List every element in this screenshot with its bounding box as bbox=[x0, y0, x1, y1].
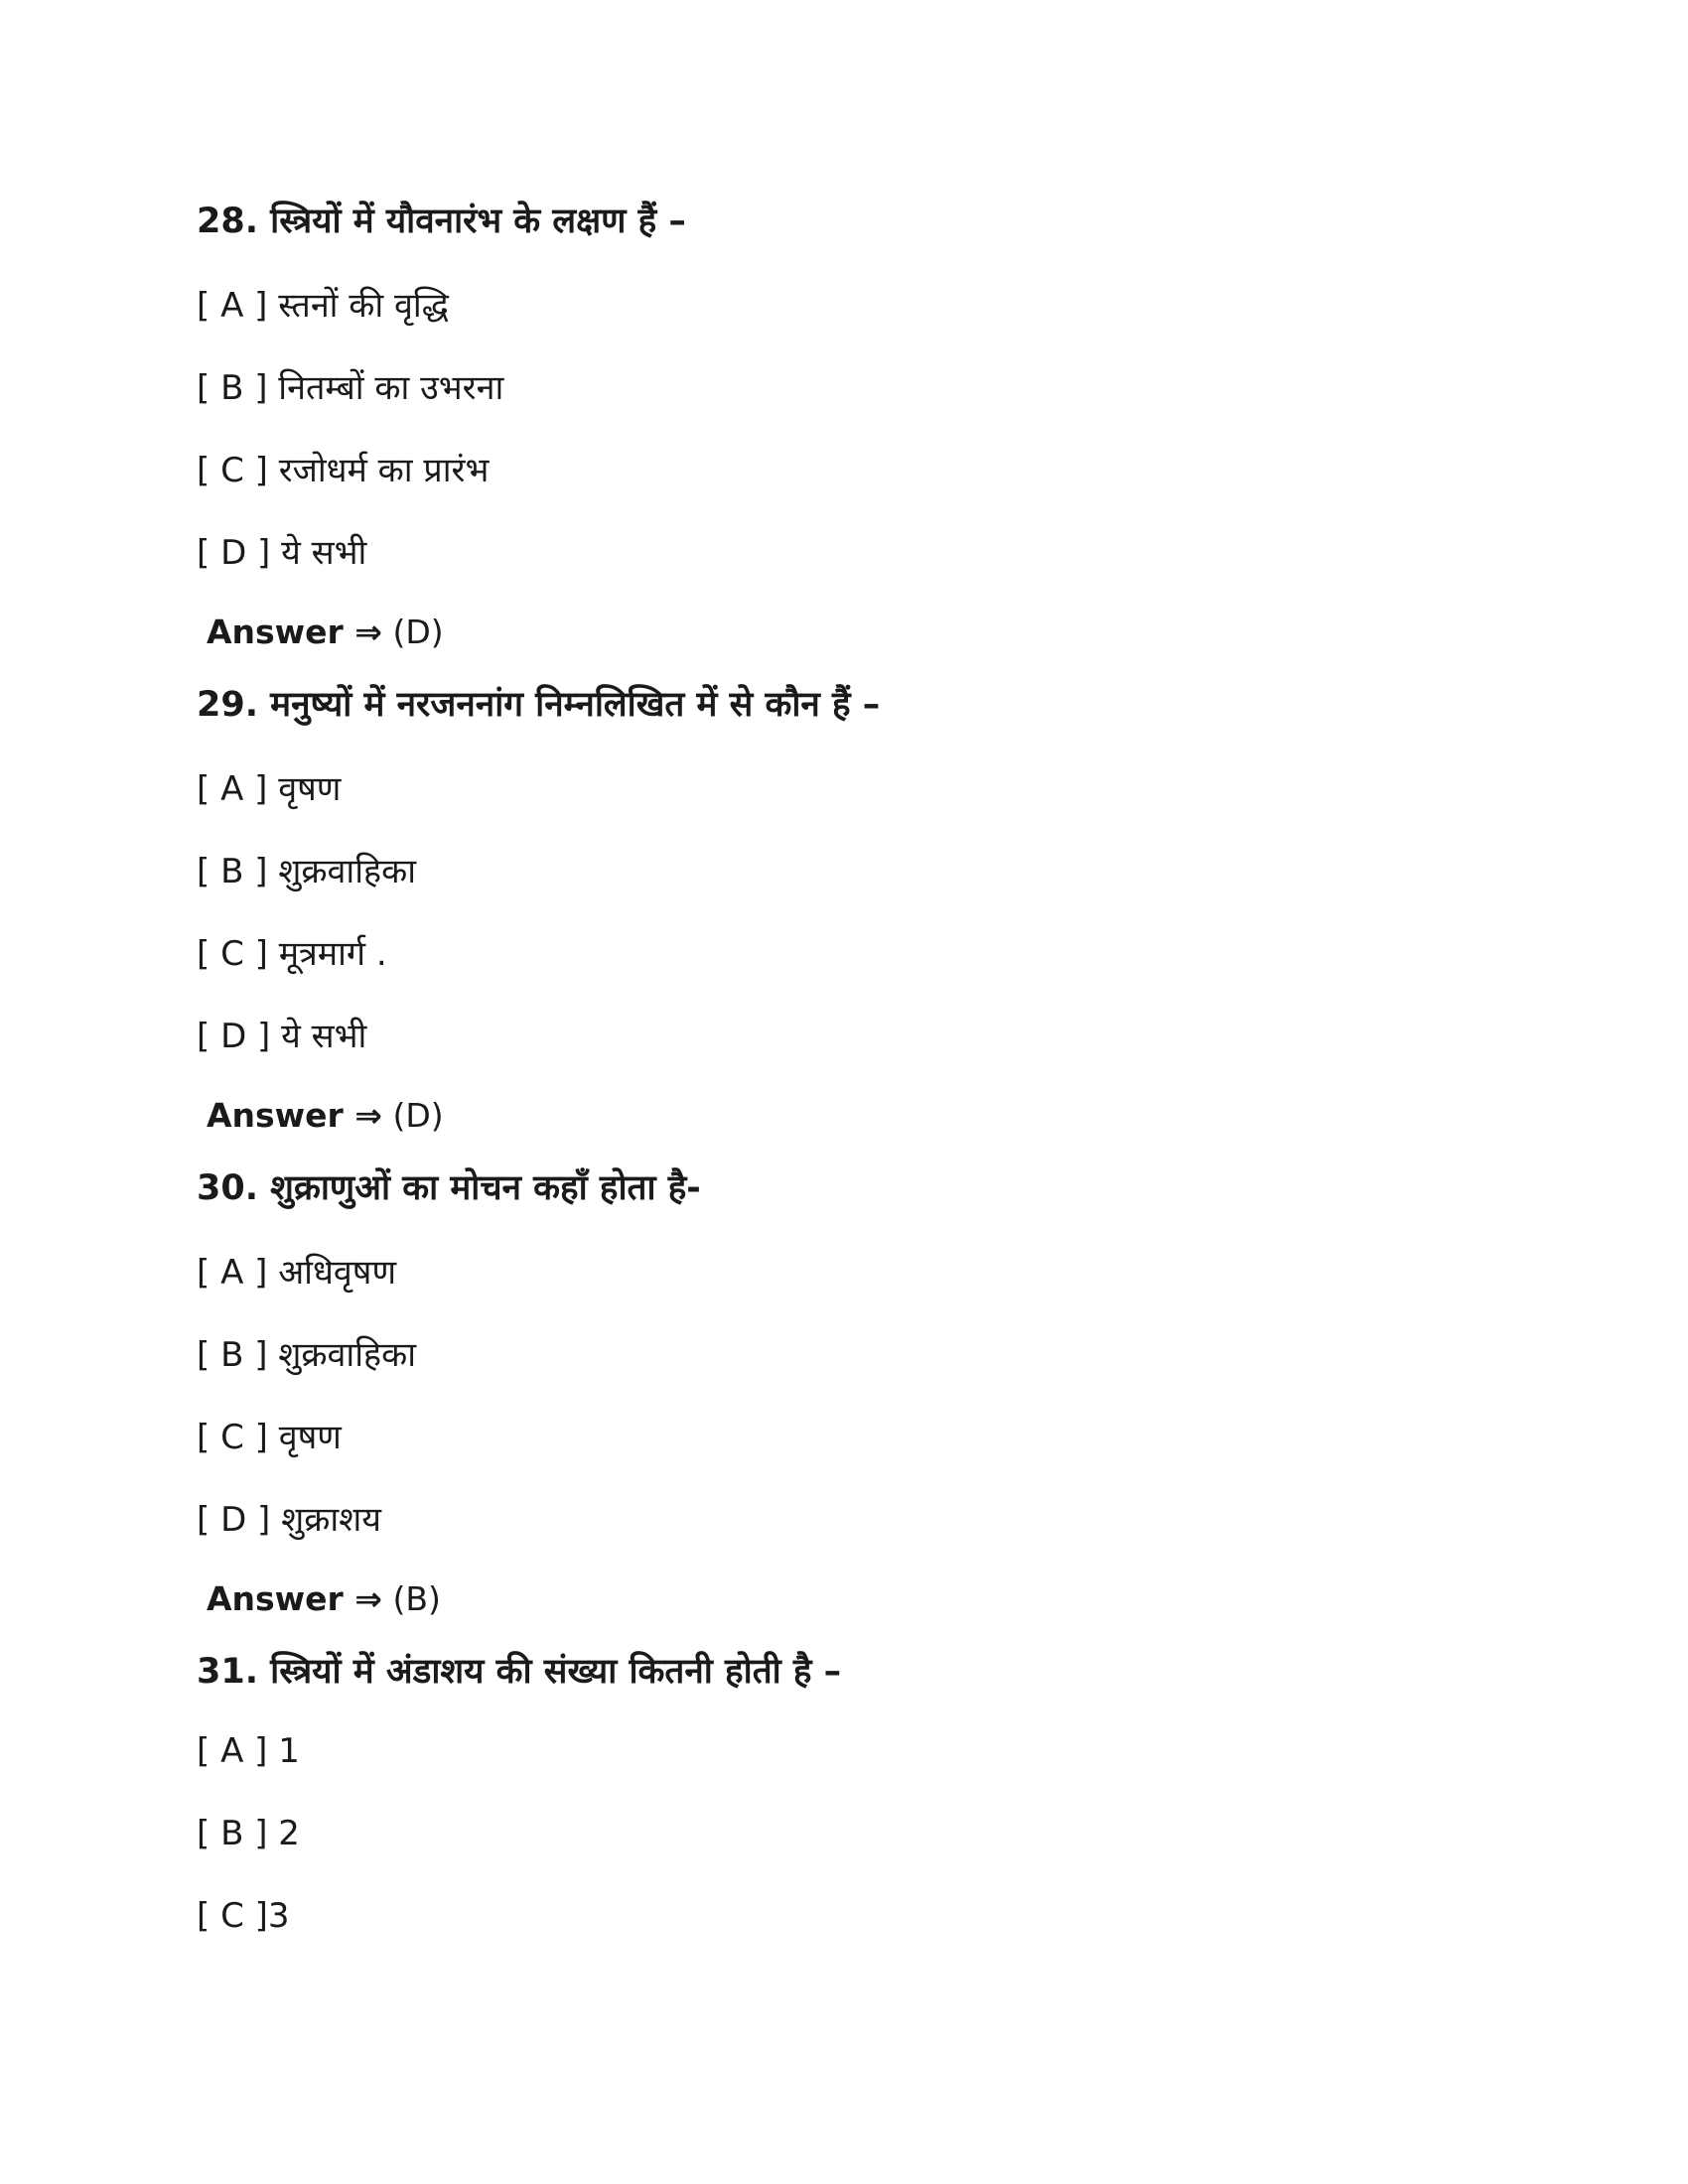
question-31-option-c: [ C ]3 bbox=[197, 1896, 290, 1936]
question-30-option-d: [ D ] शुक्राशय bbox=[197, 1500, 382, 1540]
question-29-option-a: [ A ] वृषण bbox=[197, 769, 342, 809]
question-30-option-a: [ A ] अधिवृषण bbox=[197, 1253, 397, 1293]
question-28: 28. स्त्रियों में यौवनारंभ के लक्षण हैं – bbox=[197, 202, 686, 241]
question-30: 30. शुक्राणुओं का मोचन कहाँ होता है- bbox=[197, 1168, 701, 1208]
question-28-answer bbox=[207, 613, 444, 651]
question-28-option-d: [ D ] ये सभी bbox=[197, 533, 367, 573]
answer-label: Answer ⇒ bbox=[207, 1579, 382, 1618]
question-29-answer bbox=[207, 1096, 444, 1135]
answer-label: Answer ⇒ bbox=[207, 613, 382, 651]
question-30-option-b: [ B ] शुक्रवाहिका bbox=[197, 1335, 416, 1375]
question-29-option-d: [ D ] ये सभी bbox=[197, 1017, 367, 1056]
question-29-option-b: [ B ] शुक्रवाहिका bbox=[197, 852, 416, 891]
question-30-option-c: [ C ] वृषण bbox=[197, 1418, 342, 1457]
question-30-answer bbox=[207, 1579, 441, 1618]
question-31-option-a: [ A ] 1 bbox=[197, 1731, 300, 1771]
question-29-option-c: [ C ] मूत्रमार्ग . bbox=[197, 934, 387, 974]
answer-value: (B) bbox=[392, 1579, 441, 1618]
question-28-option-c: [ C ] रजोधर्म का प्रारंभ bbox=[197, 451, 490, 490]
question-28-option-a: [ A ] स्तनों की वृद्धि bbox=[197, 286, 449, 326]
answer-label: Answer ⇒ bbox=[207, 1096, 382, 1135]
question-29: 29. मनुष्यों में नरजननांग निम्नलिखित में से कौन हैं – bbox=[197, 685, 881, 725]
question-31-option-b: [ B ] 2 bbox=[197, 1814, 300, 1853]
question-31: 31. स्त्रियों में अंडाशय की संख्या कितनी होती है – bbox=[197, 1652, 842, 1692]
question-28-option-b: [ B ] नितम्बों का उभरना bbox=[197, 368, 504, 408]
answer-value: (D) bbox=[392, 613, 444, 651]
answer-value: (D) bbox=[392, 1096, 444, 1135]
